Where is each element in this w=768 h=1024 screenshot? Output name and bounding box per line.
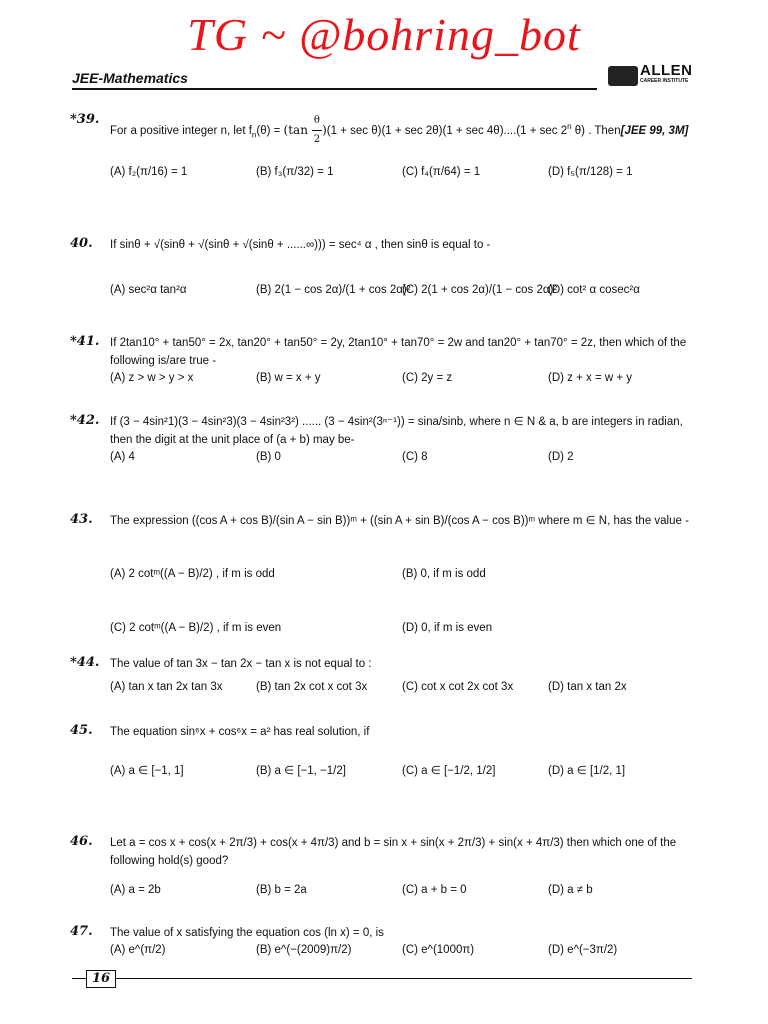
option-c: (C) a + b = 0	[402, 884, 467, 896]
option-d: (D) f₅(π/128) = 1	[548, 166, 633, 178]
subject-header: JEE-Mathematics	[72, 70, 188, 86]
question-text: The value of tan 3x − tan 2x − tan x is not equal to :	[110, 658, 372, 670]
question-number: *42.	[70, 413, 100, 428]
question-text: The equation sin⁶x + cos⁶x = a² has real solution, if	[110, 726, 370, 738]
question-45	[70, 723, 710, 783]
question-number: 47.	[70, 924, 93, 939]
option-b: (B) f₃(π/32) = 1	[256, 166, 334, 178]
option-b: (B) 2(1 − cos 2α)/(1 + cos 2α)²	[256, 284, 411, 296]
option-c: (C) 2(1 + cos 2α)/(1 − cos 2α)²	[402, 284, 558, 296]
option-c: (C) e^(1000π)	[402, 944, 475, 956]
question-number: 40.	[70, 236, 93, 251]
option-a: (A) f₂(π/16) = 1	[110, 166, 188, 178]
option-c: (C) f₄(π/64) = 1	[402, 166, 481, 178]
option-d: (D) cot² α cosec²α	[548, 284, 640, 296]
question-text: Let a = cos x + cos(x + 2π/3) + cos(x + 4π/3) and b = sin x + sin(x + 2π/3) + sin(x + 4π/3) then which one of the following hold(s) good?	[110, 837, 677, 867]
question-text: The expression ((cos A + cos B)/(sin A − sin B))ᵐ + ((sin A + sin B)/(cos A − cos B))ᵐ where m ∈ N, has the value -	[110, 515, 689, 527]
option-b: (B) 0	[256, 451, 281, 463]
question-text: The value of x satisfying the equation cos (ln x) = 0, is	[110, 927, 384, 939]
logo-text: ALLEN	[640, 62, 693, 79]
option-d: (D) 0, if m is even	[402, 622, 493, 634]
option-a: (A) z > w > y > x	[110, 372, 194, 384]
option-a: (A) e^(π/2)	[110, 944, 166, 956]
question-number: *39.	[70, 112, 100, 127]
option-c: (C) 2y = z	[402, 372, 453, 384]
option-a: (A) 2 cotᵐ((A − B)/2) , if m is odd	[110, 568, 275, 580]
option-d: (D) tan x tan 2x	[548, 681, 627, 693]
question-47	[70, 924, 710, 964]
option-a: (A) tan x tan 2x tan 3x	[110, 681, 223, 693]
option-d: (D) 2	[548, 451, 574, 463]
option-c: (C) 8	[402, 451, 428, 463]
question-39	[70, 112, 710, 202]
option-b: (B) b = 2a	[256, 884, 307, 896]
option-d: (D) a ≠ b	[548, 884, 593, 896]
option-b: (B) 0, if m is odd	[402, 568, 486, 580]
watermark: TG ~ @bohring_bot	[187, 9, 581, 60]
logo-subtext: CAREER INSTITUTE	[640, 78, 689, 84]
option-b: (B) e^(−(2009)π/2)	[256, 944, 352, 956]
question-number: 43.	[70, 512, 93, 527]
option-d: (D) a ∈ [1/2, 1]	[548, 765, 626, 777]
page-number: 16	[86, 970, 116, 988]
option-c: (C) cot x cot 2x cot 3x	[402, 681, 514, 693]
header-rule	[72, 88, 597, 90]
option-d: (D) e^(−3π/2)	[548, 944, 618, 956]
question-number: 46.	[70, 834, 93, 849]
footer-rule	[72, 978, 692, 979]
question-text: For a positive integer n, let $f_n(\theta) = (\tan$ $\frac{\theta}{2}$ )(1 + sec θ)(1 + sec 2θ)(1 + sec 4θ)....(1 + sec 2$^n$ θ) . Then[JEE 99, 3M]	[110, 112, 710, 149]
option-d: (D) z + x = w + y	[548, 372, 633, 384]
option-a: (A) sec²α tan²α	[110, 284, 187, 296]
question-46	[70, 834, 710, 904]
question-number: *44.	[70, 655, 100, 670]
question-43	[70, 512, 710, 642]
option-c: (C) a ∈ [−1/2, 1/2]	[402, 765, 496, 777]
question-number: 45.	[70, 723, 93, 738]
question-text: If sinθ + √(sinθ + √(sinθ + √(sinθ + ......∞))) = sec⁴ α , then sinθ is equal to -	[110, 239, 491, 251]
option-a: (A) 4	[110, 451, 135, 463]
question-40	[70, 236, 710, 306]
question-text: If (3 − 4sin²1)(3 − 4sin²3)(3 − 4sin²3²) ...... (3 − 4sin²(3ⁿ⁻¹)) = sina/sinb, where n ∈ N & a, b are integers in radian, then the digit at the unit place of (a + b) may be-	[110, 416, 683, 446]
option-a: (A) a ∈ [−1, 1]	[110, 765, 184, 777]
option-b: (B) w = x + y	[256, 372, 321, 384]
car-logo-icon	[608, 66, 638, 86]
option-b: (B) a ∈ [−1, −1/2]	[256, 765, 346, 777]
option-b: (B) tan 2x cot x cot 3x	[256, 681, 368, 693]
question-text: If 2tan10° + tan50° = 2x, tan20° + tan50° = 2y, 2tan10° + tan70° = 2w and tan20° + tan70° = 2z, then which of the following is/are true -	[110, 337, 687, 367]
question-42	[70, 413, 710, 473]
option-c: (C) 2 cotᵐ((A − B)/2) , if m is even	[110, 622, 282, 634]
allen-logo	[608, 62, 700, 90]
question-41	[70, 334, 710, 394]
option-a: (A) a = 2b	[110, 884, 161, 896]
question-44	[70, 655, 710, 700]
question-number: *41.	[70, 334, 100, 349]
